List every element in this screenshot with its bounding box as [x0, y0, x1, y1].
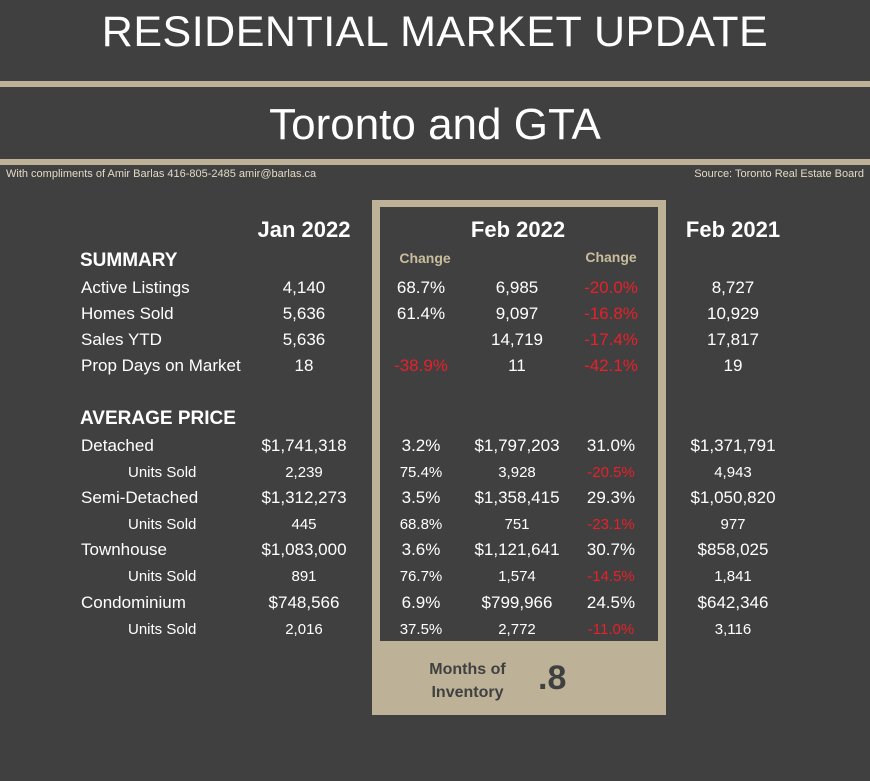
- row-label: Units Sold: [128, 621, 197, 638]
- cell-feb: 11: [508, 356, 526, 375]
- cell-feb: 14,719: [491, 330, 543, 349]
- cell-feb: $1,358,415: [474, 488, 560, 507]
- cell-prev: 8,727: [711, 278, 755, 297]
- cell-prev: 10,929: [707, 304, 759, 323]
- cell-jan: 5,636: [282, 330, 326, 349]
- cell-jan: 2,239: [285, 464, 323, 481]
- cell-feb: 6,985: [495, 278, 539, 297]
- row-label: Townhouse: [81, 540, 168, 559]
- cell-jan: $748,566: [268, 593, 340, 612]
- row-label: Condominium: [81, 593, 186, 612]
- cell-prev: 1,841: [714, 568, 752, 585]
- row-label: Units Sold: [128, 568, 197, 585]
- cell-feb: $1,121,641: [474, 540, 560, 559]
- summary-heading: SUMMARY: [80, 250, 178, 271]
- cell-feb: 751: [504, 516, 530, 533]
- change-header-jan-feb: Change: [399, 250, 451, 266]
- cell-prev: $1,050,820: [690, 488, 776, 507]
- title-divider-bottom: [0, 159, 870, 165]
- column-header-feb-2022: Feb 2022: [470, 217, 566, 242]
- cell-jan: $1,083,000: [261, 540, 347, 559]
- cell-chg1: 6.9%: [401, 593, 441, 612]
- compliments-text: With compliments of Amir Barlas 416-805-2485 amir@barlas.ca: [6, 168, 317, 180]
- row-label: Sales YTD: [81, 330, 162, 349]
- cell-feb: 3,928: [498, 464, 536, 481]
- row-label: Semi-Detached: [81, 488, 199, 507]
- row-label: Detached: [81, 436, 154, 455]
- cell-chg1: 37.5%: [399, 621, 443, 638]
- row-label: Homes Sold: [81, 304, 174, 323]
- cell-jan: 18: [294, 356, 314, 375]
- cell-chg2: 24.5%: [586, 593, 636, 612]
- column-header-feb-2021: Feb 2021: [685, 217, 781, 242]
- row-label: Units Sold: [128, 464, 197, 481]
- cell-jan: 445: [291, 516, 317, 533]
- months-of-inventory-value: .8: [538, 659, 567, 697]
- average-price-heading: AVERAGE PRICE: [80, 408, 236, 429]
- row-label: Prop Days on Market: [81, 356, 241, 375]
- cell-feb: 9,097: [495, 304, 539, 323]
- cell-prev: 19: [723, 356, 743, 375]
- cell-feb: 1,574: [498, 568, 536, 585]
- row-label: Active Listings: [81, 278, 190, 297]
- cell-jan: 891: [291, 568, 317, 585]
- source-text: Source: Toronto Real Estate Board: [694, 168, 864, 180]
- cell-chg1: 61.4%: [396, 304, 446, 323]
- cell-chg2: -17.4%: [584, 330, 638, 349]
- cell-jan: $1,741,318: [261, 436, 347, 455]
- cell-chg2: -20.5%: [587, 464, 635, 481]
- cell-prev: $858,025: [697, 540, 769, 559]
- cell-chg1: -38.9%: [394, 356, 448, 375]
- title-divider-top: [0, 81, 870, 87]
- cell-prev: 977: [720, 516, 746, 533]
- cell-chg2: -14.5%: [587, 568, 635, 585]
- column-header-jan-2022: Jan 2022: [257, 217, 351, 242]
- cell-prev: 17,817: [707, 330, 759, 349]
- cell-prev: $642,346: [697, 593, 769, 612]
- cell-chg1: 75.4%: [399, 464, 443, 481]
- cell-jan: 5,636: [282, 304, 326, 323]
- row-label: Units Sold: [128, 516, 197, 533]
- page-subtitle: Toronto and GTA: [269, 100, 601, 149]
- cell-chg2: -16.8%: [584, 304, 638, 323]
- page-title: RESIDENTIAL MARKET UPDATE: [101, 8, 769, 56]
- cell-chg2: -11.0%: [587, 621, 635, 638]
- cell-chg1: 76.7%: [399, 568, 443, 585]
- cell-feb: 2,772: [498, 621, 536, 638]
- cell-chg1: 68.8%: [399, 516, 443, 533]
- cell-chg2: -23.1%: [587, 516, 635, 533]
- cell-chg1: 3.6%: [401, 540, 441, 559]
- cell-chg1: 68.7%: [396, 278, 446, 297]
- cell-chg2: 30.7%: [586, 540, 636, 559]
- cell-prev: $1,371,791: [690, 436, 776, 455]
- cell-feb: $799,966: [481, 593, 553, 612]
- cell-chg1: 3.2%: [401, 436, 441, 455]
- cell-chg1: 3.5%: [401, 488, 441, 507]
- cell-jan: 4,140: [282, 278, 326, 297]
- change-header-yoy: Change: [585, 249, 637, 265]
- cell-jan: $1,312,273: [261, 488, 347, 507]
- cell-chg2: 31.0%: [586, 436, 636, 455]
- cell-chg2: -20.0%: [584, 278, 638, 297]
- cell-feb: $1,797,203: [474, 436, 560, 455]
- cell-jan: 2,016: [285, 621, 323, 638]
- cell-prev: 4,943: [714, 464, 752, 481]
- cell-chg2: 29.3%: [586, 488, 636, 507]
- cell-prev: 3,116: [714, 621, 752, 638]
- cell-chg2: -42.1%: [584, 356, 638, 375]
- months-of-inventory-label: Months of Inventory: [429, 661, 506, 701]
